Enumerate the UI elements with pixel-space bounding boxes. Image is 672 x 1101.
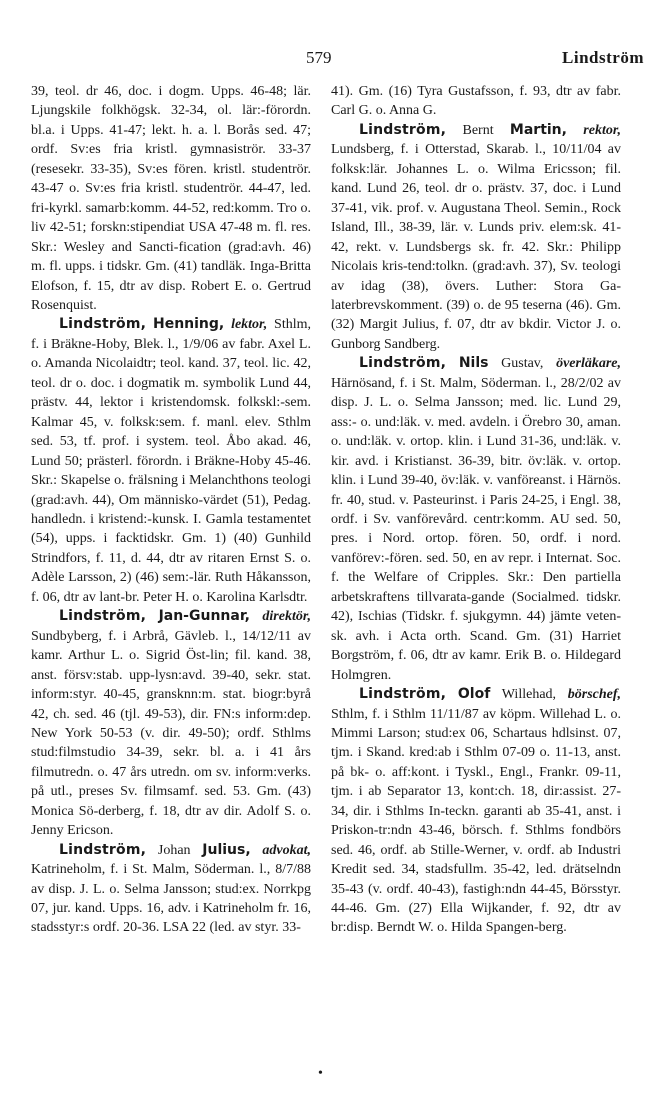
entry-title: direktör, — [262, 609, 312, 625]
entry-text: Sundbyberg, f. i Arbrå, Gävleb. l., 14/12/11 av kamr. Arthur L. o. Sigrid Öst-lin; fil. kand. 38, anst. försv:stab. upp-lysn:avd. 39-40, sekr. stat. inform:styr. 40-45, gransknn:m. stat. biogr:byrå 42, ch. sed. 46 (tjl. 49-53), dir. FN:s inform:dep. New York 50-53 (v. dir. 49-50); ordf. Sthlms stud:filmstudio 34-39, sekr. bl. a. i 41 års filmutredn. o. 47 års utredn. om sv. inform:verks. på utl., preses Sv. filmsamf. sed. 53. Gm. (43) Monica Sö-derberg, f. 18, dtr av dir. Adolf S. o. Jenny Ericson. — [31, 628, 311, 839]
entry-text: Sthlm, f. i Bräkne-Hoby, Blek. l., 1/9/06 av fabr. Axel L. o. Amanda Nicolaidtr; teol. kand. 37, teol. lic. 42, teol. dr o. doc. i dogmatik m. symbolik Lund 44, prästv. 44, lektor i kristendomsk. folkskl:-sem. Kalmar 45, v. folksk:sem. f. manl. elev. Sthlm sed. 53, tf. prof. i system. teol. Åbo akad. 46, Lund 50; prästerl. förordn. i Bräkne-Hoby 45-46. Skr.: Skapelse o. frälsning i Melanchthons teologi (grad:avh. 44), Om människo-värdet (51), Pedag. handledn. i kristend:-kunsk. I. Gamla testamentet (54), upps. i facktidskr. Gm. 1) (40) Gunhild Strindfors, f. 11, d. 44, dtr av ritaren Ernst S. o. Adèle Larsson, 2) (46) sem:-lär. Ruth Håkansson, f. 06, dtr av lant-br. Peter H. o. Karolina Karlsdtr. — [31, 317, 312, 605]
entry-title: rektor, — [583, 122, 622, 138]
entry-nils-lindstrom — [331, 354, 621, 685]
entry-given-name-plain: Willehad, — [501, 687, 557, 703]
entry-jan-gunnar-lindstrom — [31, 607, 311, 840]
entry-title: advokat, — [262, 842, 312, 858]
footer-mark: • — [318, 1066, 323, 1081]
entry-julius-lindstrom — [31, 841, 311, 938]
entry-continuation-left — [31, 82, 311, 315]
entry-surname: Lindström, — [359, 121, 447, 138]
entry-surname: Lindström, — [359, 355, 447, 372]
entry-text: 41). Gm. (16) Tyra Gustafsson, f. 93, dtr av fabr. Carl G. o. Anna G. — [331, 84, 621, 119]
page-number: 579 — [306, 48, 332, 67]
entry-martin-lindstrom — [331, 121, 621, 354]
entry-henning-lindstrom — [31, 315, 311, 607]
entry-text: 39, teol. dr 46, doc. i dogm. Upps. 46-48; lär. Ljungskile folkhögsk. 32-34, ol. lär:-förordn. bl.a. i Upps. 41-47; lekt. h. a. l. Borås sed. 47; ordf. Sv:es fria kristl. gymnasiströr. 33-37 (resesekr. 33-35), Sv:es fören. kristl. studentrör. 43-47 o. Sv:es fria kristl. studentrör. 44-47, led. fri-kyrkl. samarb:komm. 44-52, red:komm. Tro o. liv 42-51; forskn:stipendiat USA 47-48 m. fl. res. Skr.: Wesley and Sancti-fication (grad:avh. 46) m. fl. upps. i tidskr. Gm. (41) tandläk. Inga-Britta Elofson, f. 15, dtr av disp. Robert E. o. Gertrud Rosenquist. — [31, 84, 311, 313]
entry-given-name: Julius, — [202, 841, 251, 858]
entry-given-name-plain: Gustav, — [501, 356, 544, 372]
entry-surname: Lindström, — [359, 686, 447, 703]
entry-title: börschef, — [567, 687, 622, 703]
entry-given-name: Martin, — [509, 121, 567, 138]
entry-surname: Lindström, — [59, 841, 147, 858]
entry-title: lektor, — [231, 317, 268, 333]
entry-surname: Lindström, — [59, 316, 147, 333]
entry-text: Sthlm, f. i Sthlm 11/11/87 av köpm. Willehad L. o. Mimmi Larson; stud:ex 06, Schartaus hdlsinst. 07, tjm. i Skand. kred:ab i Sthlm 07-09 o. 11-13, anst. på bk- o. aff:kont. i Tyskl., Engl., Frankr. 09-11, tjm. i ab Separator 13, kont:ch. 18, dir:assist. 27-34, dir. i Sthlms In-teckn. garanti ab 35-41, anst. i Priskon-tr:ndn 43-46, börsch. f. Sthlms fondbörs sed. 46, ordf. ab Stille-Werner, v. ordf. ab Industri Kredit sed. 34, stadsfullm. 35-42, led. drätselndn 35-43 (v. ordf. 40-43), fastigh:ndn 44-45, Börsstyr. 44-46. Gm. (27) Ella Wijkander, f. 92, dtr av br:disp. Berndt W. o. Hilda Spangen-berg. — [331, 706, 621, 936]
page-header — [0, 48, 672, 72]
entry-given-name: Olof — [457, 686, 491, 703]
entry-olof-lindstrom — [331, 685, 621, 938]
entry-text: Katrineholm, f. i St. Malm, Söderman. l., 8/7/88 av disp. J. L. o. Selma Jansson; stud:ex. Norrkpg 07, jur. kand. Upps. 16, adv. i Katrineholm fr. 16, stadsstyr:s ordf. 20-36. LSA 22 (led. av styr. 33- — [31, 862, 311, 936]
left-column — [31, 82, 311, 938]
entry-given-name-plain: Johan — [157, 842, 191, 858]
entry-given-name-plain: Bernt — [462, 122, 494, 138]
entry-given-name: Jan-Gunnar, — [158, 608, 250, 625]
entry-text: Härnösand, f. i St. Malm, Söderman. l., 28/2/02 av disp. J. L. o. Selma Jansson; med. lic. Lund 29, ass:- o. und:läk. v. med. avdeln. i Örebro 30, aman. o. und:läk. v. ortop. klin. i Lund 31-36, und:läk. v. kir. avd. i Kristianst. 36-39, bitr. öv:läk. v. ortop. klin. i Lund 39-40, öv:läk. v. vanföreanst. i Härnös. fr. 40, stud. v. Pasteurinst. i Paris 24-25, i Engl. 38, ordf. i Sv. vanförevård. centr:komm. AU sed. 50, pres. i Nord. ortop. fören. 50, ordf. i nord. vanförev:-fören. sed. 50, en av repr. i Internat. Soc. f. the Welfare of Cripples. Skr.: Den partiella arbetskraftens tillvarata-gande (Socialmed. tidskr. 42), Ischias (Tidskr. f. sjukgymn. 44) jämte veten-sk. avh. i Acta orth. Scand. Gm. (31) Harriet Borgström, f. 06, dtr av kamr. Erik B. o. Hildegard Holmgren. — [331, 375, 621, 683]
entry-text: Lundsberg, f. i Otterstad, Skarab. l., 10/11/04 av folksk:lär. Johannes L. o. Wilma Ericsson; fil. kand. Lund 26, teol. dr o. prästv. 37, doc. i Lund 37-41, vik. prof. v. Augustana Theol. Semin., Rock Island, Ill., 38-39, lär. v. Lunds priv. elem:sk. 41-42, rekt. v. Lundsbergs sk. fr. 42. Skr.: Philipp Nicolais kris-tend:tolkn. (grad:avh. 37), Sv. teologi av idag (38), övers. Luther: Stora Ga-laterbrevskomment. (39) o. de 95 teserna (46). Gm. (32) Margit Julius, f. 07, dtr av bkdir. Victor J. o. Gunborg Sandberg. — [331, 142, 621, 352]
entry-given-name: Nils — [458, 355, 489, 372]
entry-title: överläkare, — [556, 356, 621, 372]
entry-given-name: Henning, — [152, 316, 225, 333]
entry-surname: Lindström, — [59, 608, 147, 625]
entry-continuation-right — [331, 82, 621, 121]
running-head: Lindström — [562, 48, 644, 67]
right-column — [331, 82, 621, 938]
